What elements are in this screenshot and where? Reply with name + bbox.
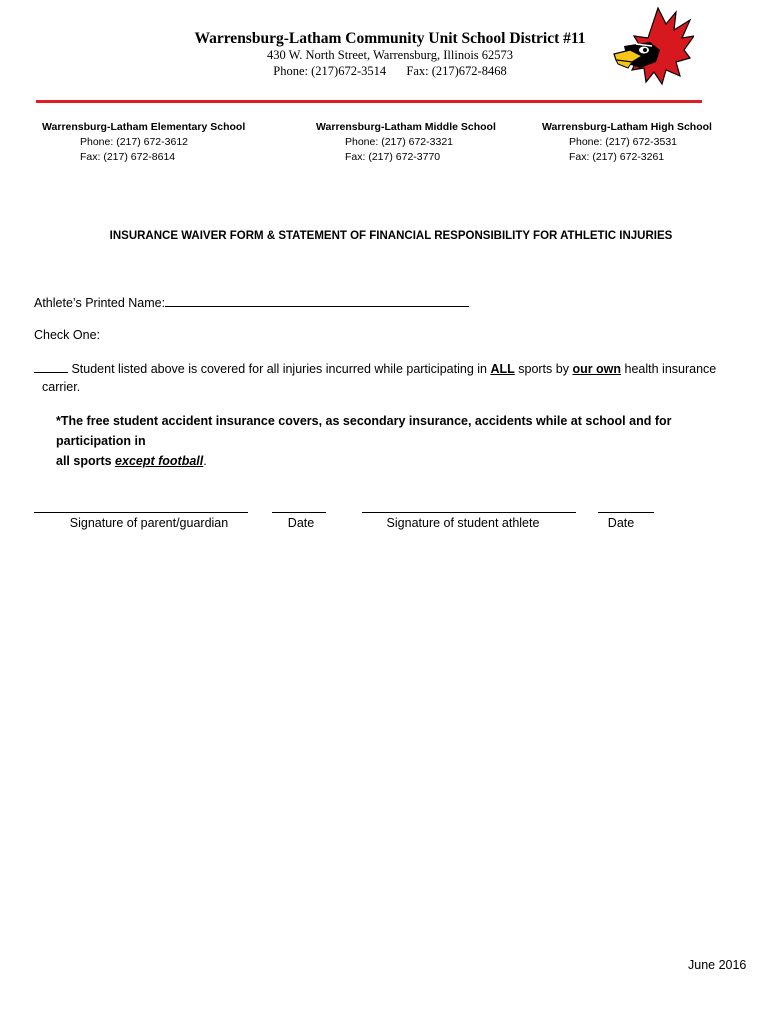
school-phone: Phone: (217) 672-3612	[80, 136, 188, 148]
district-fax: Fax: (217)672-8468	[406, 64, 507, 78]
option-our-own: our own	[572, 362, 622, 376]
note-line-2	[56, 451, 746, 471]
district-address: 430 W. North Street, Warrensburg, Illinois 62573	[266, 48, 514, 62]
note-line-1: *The free student accident insurance covers, as secondary insurance, accidents while at school and for participation in	[56, 414, 672, 448]
parent-signature-field[interactable]	[34, 512, 248, 513]
note-end: .	[203, 454, 207, 468]
middle-school-block	[316, 120, 496, 165]
school-name: Warrensburg-Latham Middle School	[316, 121, 496, 133]
district-title: Warrensburg-Latham Community Unit School District #11	[194, 30, 586, 47]
athlete-name-label: Athlete’s Printed Name:	[34, 296, 166, 310]
coverage-check-field[interactable]	[34, 360, 68, 373]
note-text: all sports	[56, 454, 116, 468]
revision-date: June 2016	[688, 958, 747, 972]
parent-date-field[interactable]	[272, 512, 326, 513]
high-school-block	[542, 120, 712, 165]
cardinal-mascot-icon	[610, 6, 694, 88]
insurance-note	[56, 411, 746, 471]
school-fax: Fax: (217) 672-3770	[345, 151, 441, 163]
parent-signature-label: Signature of parent/guardian	[69, 516, 229, 530]
option-text-1: Student listed above is covered for all injuries incurred while participating in	[68, 362, 491, 376]
option-text-3: health insurance	[621, 362, 717, 376]
athlete-name-field[interactable]	[165, 294, 469, 307]
school-name: Warrensburg-Latham High School	[542, 121, 712, 133]
option-text-2: sports by	[514, 362, 573, 376]
student-signature-field[interactable]	[362, 512, 576, 513]
coverage-option	[34, 360, 744, 376]
option-text-4: carrier.	[42, 380, 81, 394]
student-signature-label: Signature of student athlete	[386, 516, 540, 530]
school-fax: Fax: (217) 672-8614	[80, 151, 176, 163]
athlete-name-row	[34, 294, 469, 310]
school-phone: Phone: (217) 672-3531	[569, 136, 677, 148]
school-fax: Fax: (217) 672-3261	[569, 151, 665, 163]
elementary-school-block	[42, 120, 245, 165]
check-one-label: Check One:	[34, 328, 101, 342]
note-except-football: except football	[115, 454, 204, 468]
student-date-field[interactable]	[598, 512, 654, 513]
school-phone: Phone: (217) 672-3321	[345, 136, 453, 148]
parent-date-label: Date	[287, 516, 315, 530]
student-date-label: Date	[607, 516, 635, 530]
option-all: ALL	[490, 362, 515, 376]
header-divider	[36, 100, 702, 103]
district-phone: Phone: (217)672-3514	[273, 64, 387, 78]
form-title: INSURANCE WAIVER FORM & STATEMENT OF FINANCIAL RESPONSIBILITY FOR ATHLETIC INJURIES	[109, 230, 673, 242]
school-name: Warrensburg-Latham Elementary School	[42, 121, 246, 133]
